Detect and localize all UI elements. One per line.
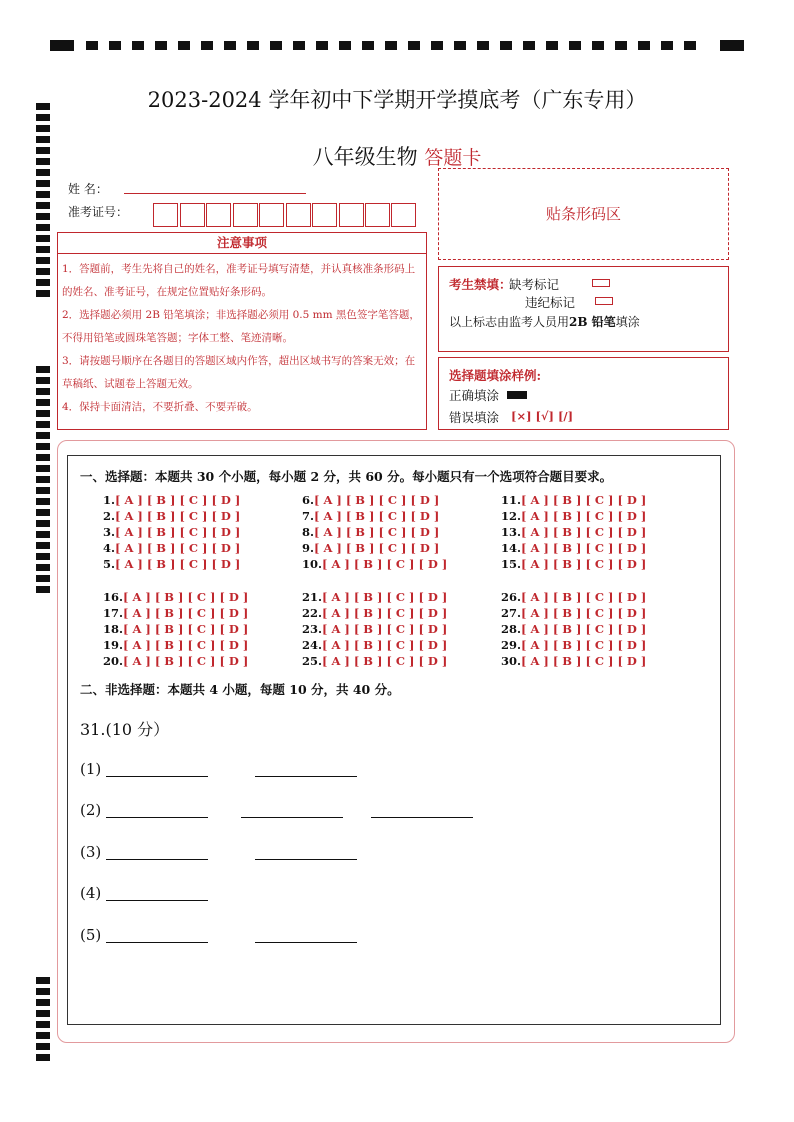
choice-options[interactable]: [ A ] [ B ] [ C ] [ D ]	[115, 557, 241, 571]
choice-row-7[interactable]	[302, 508, 439, 524]
choice-options[interactable]: [ A ] [ B ] [ C ] [ D ]	[322, 557, 448, 571]
barcode-area-label: 贴条形码区	[545, 205, 621, 223]
choice-row-3[interactable]	[103, 524, 240, 540]
choice-options[interactable]: [ A ] [ B ] [ C ] [ D ]	[521, 606, 647, 620]
exam-id-digit-box[interactable]	[286, 203, 311, 227]
choice-row-29[interactable]	[501, 637, 646, 653]
proctor-only-box	[438, 266, 729, 352]
choice-row-12[interactable]	[501, 508, 646, 524]
part-label: (3)	[80, 843, 102, 861]
question-number: 3.	[103, 525, 116, 539]
question-number: 18.	[103, 622, 124, 636]
choice-options[interactable]: [ A ] [ B ] [ C ] [ D ]	[314, 525, 440, 539]
question-number: 9.	[302, 541, 315, 555]
wrong-fill-examples: [×] [√] [/]	[511, 409, 574, 423]
choice-row-17[interactable]	[103, 605, 248, 621]
choice-options[interactable]: [ A ] [ B ] [ C ] [ D ]	[521, 541, 647, 555]
answer-blank[interactable]	[371, 817, 473, 818]
choice-options[interactable]: [ A ] [ B ] [ C ] [ D ]	[521, 557, 647, 571]
choice-row-13[interactable]	[501, 524, 646, 540]
question-number: 23.	[302, 622, 323, 636]
proctor-note-end: 填涂	[615, 315, 640, 329]
question-number: 16.	[103, 590, 124, 604]
choice-row-20[interactable]	[103, 653, 248, 669]
proctor-note-text: 以上标志由监考人员用	[449, 315, 570, 329]
choice-options[interactable]: [ A ] [ B ] [ C ] [ D ]	[521, 590, 647, 604]
choice-options[interactable]: [ A ] [ B ] [ C ] [ D ]	[322, 622, 448, 636]
choice-row-26[interactable]	[501, 589, 646, 605]
choice-row-9[interactable]	[302, 540, 439, 556]
violation-mark-label: 违纪标记	[525, 295, 576, 310]
absent-mark-label: 缺考标记	[509, 277, 560, 292]
choice-row-11[interactable]	[501, 492, 646, 508]
question-number: 13.	[501, 525, 522, 539]
answer-blank[interactable]	[106, 817, 208, 818]
part-label: (4)	[80, 884, 102, 902]
answer-blank[interactable]	[106, 942, 208, 943]
exam-id-digit-box[interactable]	[180, 203, 205, 227]
notice-item: 3．请按题号顺序在各题目的答题区域内作答，超出区域书写的答案无效；在草稿纸、试题卷上答题无效。	[62, 355, 416, 390]
choice-row-19[interactable]	[103, 637, 248, 653]
absent-mark-box[interactable]	[592, 279, 610, 287]
question-number: 22.	[302, 606, 323, 620]
section-1-heading: 一、选择题：本题共 30 个小题，每小题 2 分，共 60 分。每小题只有一个选项符合题目要求。	[80, 469, 613, 484]
page-subtitle	[0, 141, 794, 171]
choice-options[interactable]: [ A ] [ B ] [ C ] [ D ]	[521, 654, 647, 668]
question-number: 19.	[103, 638, 124, 652]
exam-id-digit-box[interactable]	[206, 203, 231, 227]
choice-options[interactable]: [ A ] [ B ] [ C ] [ D ]	[123, 638, 249, 652]
name-label: 姓 名：	[68, 182, 108, 196]
exam-id-digit-box[interactable]	[365, 203, 390, 227]
choice-row-1[interactable]	[103, 492, 240, 508]
choice-options[interactable]: [ A ] [ B ] [ C ] [ D ]	[322, 606, 448, 620]
choice-row-15[interactable]	[501, 556, 646, 572]
choice-options[interactable]: [ A ] [ B ] [ C ] [ D ]	[521, 638, 647, 652]
choice-row-28[interactable]	[501, 621, 646, 637]
proctor-only-label: 考生禁填：	[449, 277, 512, 292]
choice-row-2[interactable]	[103, 508, 240, 524]
choice-options[interactable]: [ A ] [ B ] [ C ] [ D ]	[521, 509, 647, 523]
notice-item: 2．选择题必须用 2B 铅笔填涂；非选择题必须用 0.5 mm 黑色签字笔答题，不得用铅笔或圆珠笔答题；字体工整、笔迹清晰。	[62, 309, 420, 344]
question-number: 29.	[501, 638, 522, 652]
answer-blank[interactable]	[255, 942, 357, 943]
choice-row-23[interactable]	[302, 621, 447, 637]
question-number: 11.	[501, 493, 522, 507]
correct-fill-example	[507, 391, 527, 399]
question-number: 2.	[103, 509, 116, 523]
question-number: 21.	[302, 590, 323, 604]
choice-options[interactable]: [ A ] [ B ] [ C ] [ D ]	[521, 493, 647, 507]
question-number: 30.	[501, 654, 522, 668]
question-number: 20.	[103, 654, 124, 668]
notice-heading: 注意事项	[57, 232, 427, 254]
choice-options[interactable]: [ A ] [ B ] [ C ] [ D ]	[322, 638, 448, 652]
choice-options[interactable]: [ A ] [ B ] [ C ] [ D ]	[115, 541, 241, 555]
question-number: 26.	[501, 590, 522, 604]
proctor-note	[449, 313, 640, 330]
part-label: (1)	[80, 760, 102, 778]
choice-options[interactable]: [ A ] [ B ] [ C ] [ D ]	[521, 525, 647, 539]
choice-options[interactable]: [ A ] [ B ] [ C ] [ D ]	[314, 541, 440, 555]
choice-options[interactable]: [ A ] [ B ] [ C ] [ D ]	[521, 622, 647, 636]
choice-row-8[interactable]	[302, 524, 439, 540]
choice-options[interactable]: [ A ] [ B ] [ C ] [ D ]	[314, 493, 440, 507]
question-number: 4.	[103, 541, 116, 555]
choice-row-6[interactable]	[302, 492, 439, 508]
part-label: (2)	[80, 801, 102, 819]
question-number: 10.	[302, 557, 323, 571]
correct-fill-label: 正确填涂	[449, 388, 500, 403]
answer-blank[interactable]	[241, 817, 343, 818]
choice-options[interactable]: [ A ] [ B ] [ C ] [ D ]	[123, 606, 249, 620]
question-number: 15.	[501, 557, 522, 571]
choice-row-25[interactable]	[302, 653, 447, 669]
question-number: 24.	[302, 638, 323, 652]
question-number: 1.	[103, 493, 116, 507]
question-number: 8.	[302, 525, 315, 539]
question-number: 12.	[501, 509, 522, 523]
choice-row-27[interactable]	[501, 605, 646, 621]
answer-blank[interactable]	[106, 900, 208, 901]
choice-options[interactable]: [ A ] [ B ] [ C ] [ D ]	[123, 654, 249, 668]
name-field[interactable]	[124, 193, 306, 194]
answer-blank[interactable]	[106, 776, 208, 777]
choice-options[interactable]: [ A ] [ B ] [ C ] [ D ]	[322, 590, 448, 604]
proctor-note-pencil: 2B 铅笔	[569, 315, 616, 329]
answer-blank[interactable]	[255, 859, 357, 860]
question-number: 25.	[302, 654, 323, 668]
choice-options[interactable]: [ A ] [ B ] [ C ] [ D ]	[123, 590, 249, 604]
choice-row-4[interactable]	[103, 540, 240, 556]
choice-row-10[interactable]	[302, 556, 447, 572]
choice-options[interactable]: [ A ] [ B ] [ C ] [ D ]	[115, 493, 241, 507]
section-2-heading: 二、非选择题：本题共 4 小题，每题 10 分，共 40 分。	[80, 682, 400, 697]
notice-item: 1．答题前，考生先将自己的姓名，准考证号填写清楚，并认真核准条形码上的姓名、准考证号，在规定位置贴好条形码。	[62, 263, 416, 298]
question-number: 14.	[501, 541, 522, 555]
exam-id-digit-box[interactable]	[259, 203, 284, 227]
answer-blank[interactable]	[106, 859, 208, 860]
exam-id-digit-box[interactable]	[339, 203, 364, 227]
violation-mark-box[interactable]	[595, 297, 613, 305]
question-number: 5.	[103, 557, 116, 571]
answer-card-label: 答题卡	[424, 147, 482, 169]
part-label: (5)	[80, 926, 102, 944]
fill-sample-box	[438, 357, 729, 430]
choice-row-30[interactable]	[501, 653, 646, 669]
choice-options[interactable]: [ A ] [ B ] [ C ] [ D ]	[314, 509, 440, 523]
wrong-fill-label: 错误填涂	[449, 410, 500, 425]
choice-row-14[interactable]	[501, 540, 646, 556]
question-number: 17.	[103, 606, 124, 620]
question-number: 28.	[501, 622, 522, 636]
exam-id-digit-box[interactable]	[312, 203, 337, 227]
choice-row-21[interactable]	[302, 589, 447, 605]
notice-item: 4．保持卡面清洁，不要折叠、不要弄破。	[62, 401, 258, 413]
choice-row-16[interactable]	[103, 589, 248, 605]
subject-title: 八年级生物	[312, 145, 418, 169]
question-number: 7.	[302, 509, 315, 523]
answer-blank[interactable]	[255, 776, 357, 777]
exam-id-label: 准考证号：	[68, 205, 129, 219]
exam-id-digit-box[interactable]	[391, 203, 416, 227]
choice-options[interactable]: [ A ] [ B ] [ C ] [ D ]	[115, 509, 241, 523]
choice-row-18[interactable]	[103, 621, 248, 637]
page-title: 2023-2024 学年初中下学期开学摸底考（广东专用）	[147, 88, 647, 112]
question-number: 27.	[501, 606, 522, 620]
question-number: 6.	[302, 493, 315, 507]
choice-options[interactable]: [ A ] [ B ] [ C ] [ D ]	[115, 525, 241, 539]
fill-sample-title: 选择题填涂样例:	[449, 368, 542, 383]
choice-row-5[interactable]	[103, 556, 240, 572]
choice-row-22[interactable]	[302, 605, 447, 621]
choice-options[interactable]: [ A ] [ B ] [ C ] [ D ]	[322, 654, 448, 668]
choice-row-24[interactable]	[302, 637, 447, 653]
barcode-area[interactable]	[438, 168, 729, 260]
choice-options[interactable]: [ A ] [ B ] [ C ] [ D ]	[123, 622, 249, 636]
exam-id-digit-box[interactable]	[153, 203, 178, 227]
question-31-heading: 31.(10 分）	[80, 720, 170, 739]
exam-id-digit-box[interactable]	[233, 203, 258, 227]
